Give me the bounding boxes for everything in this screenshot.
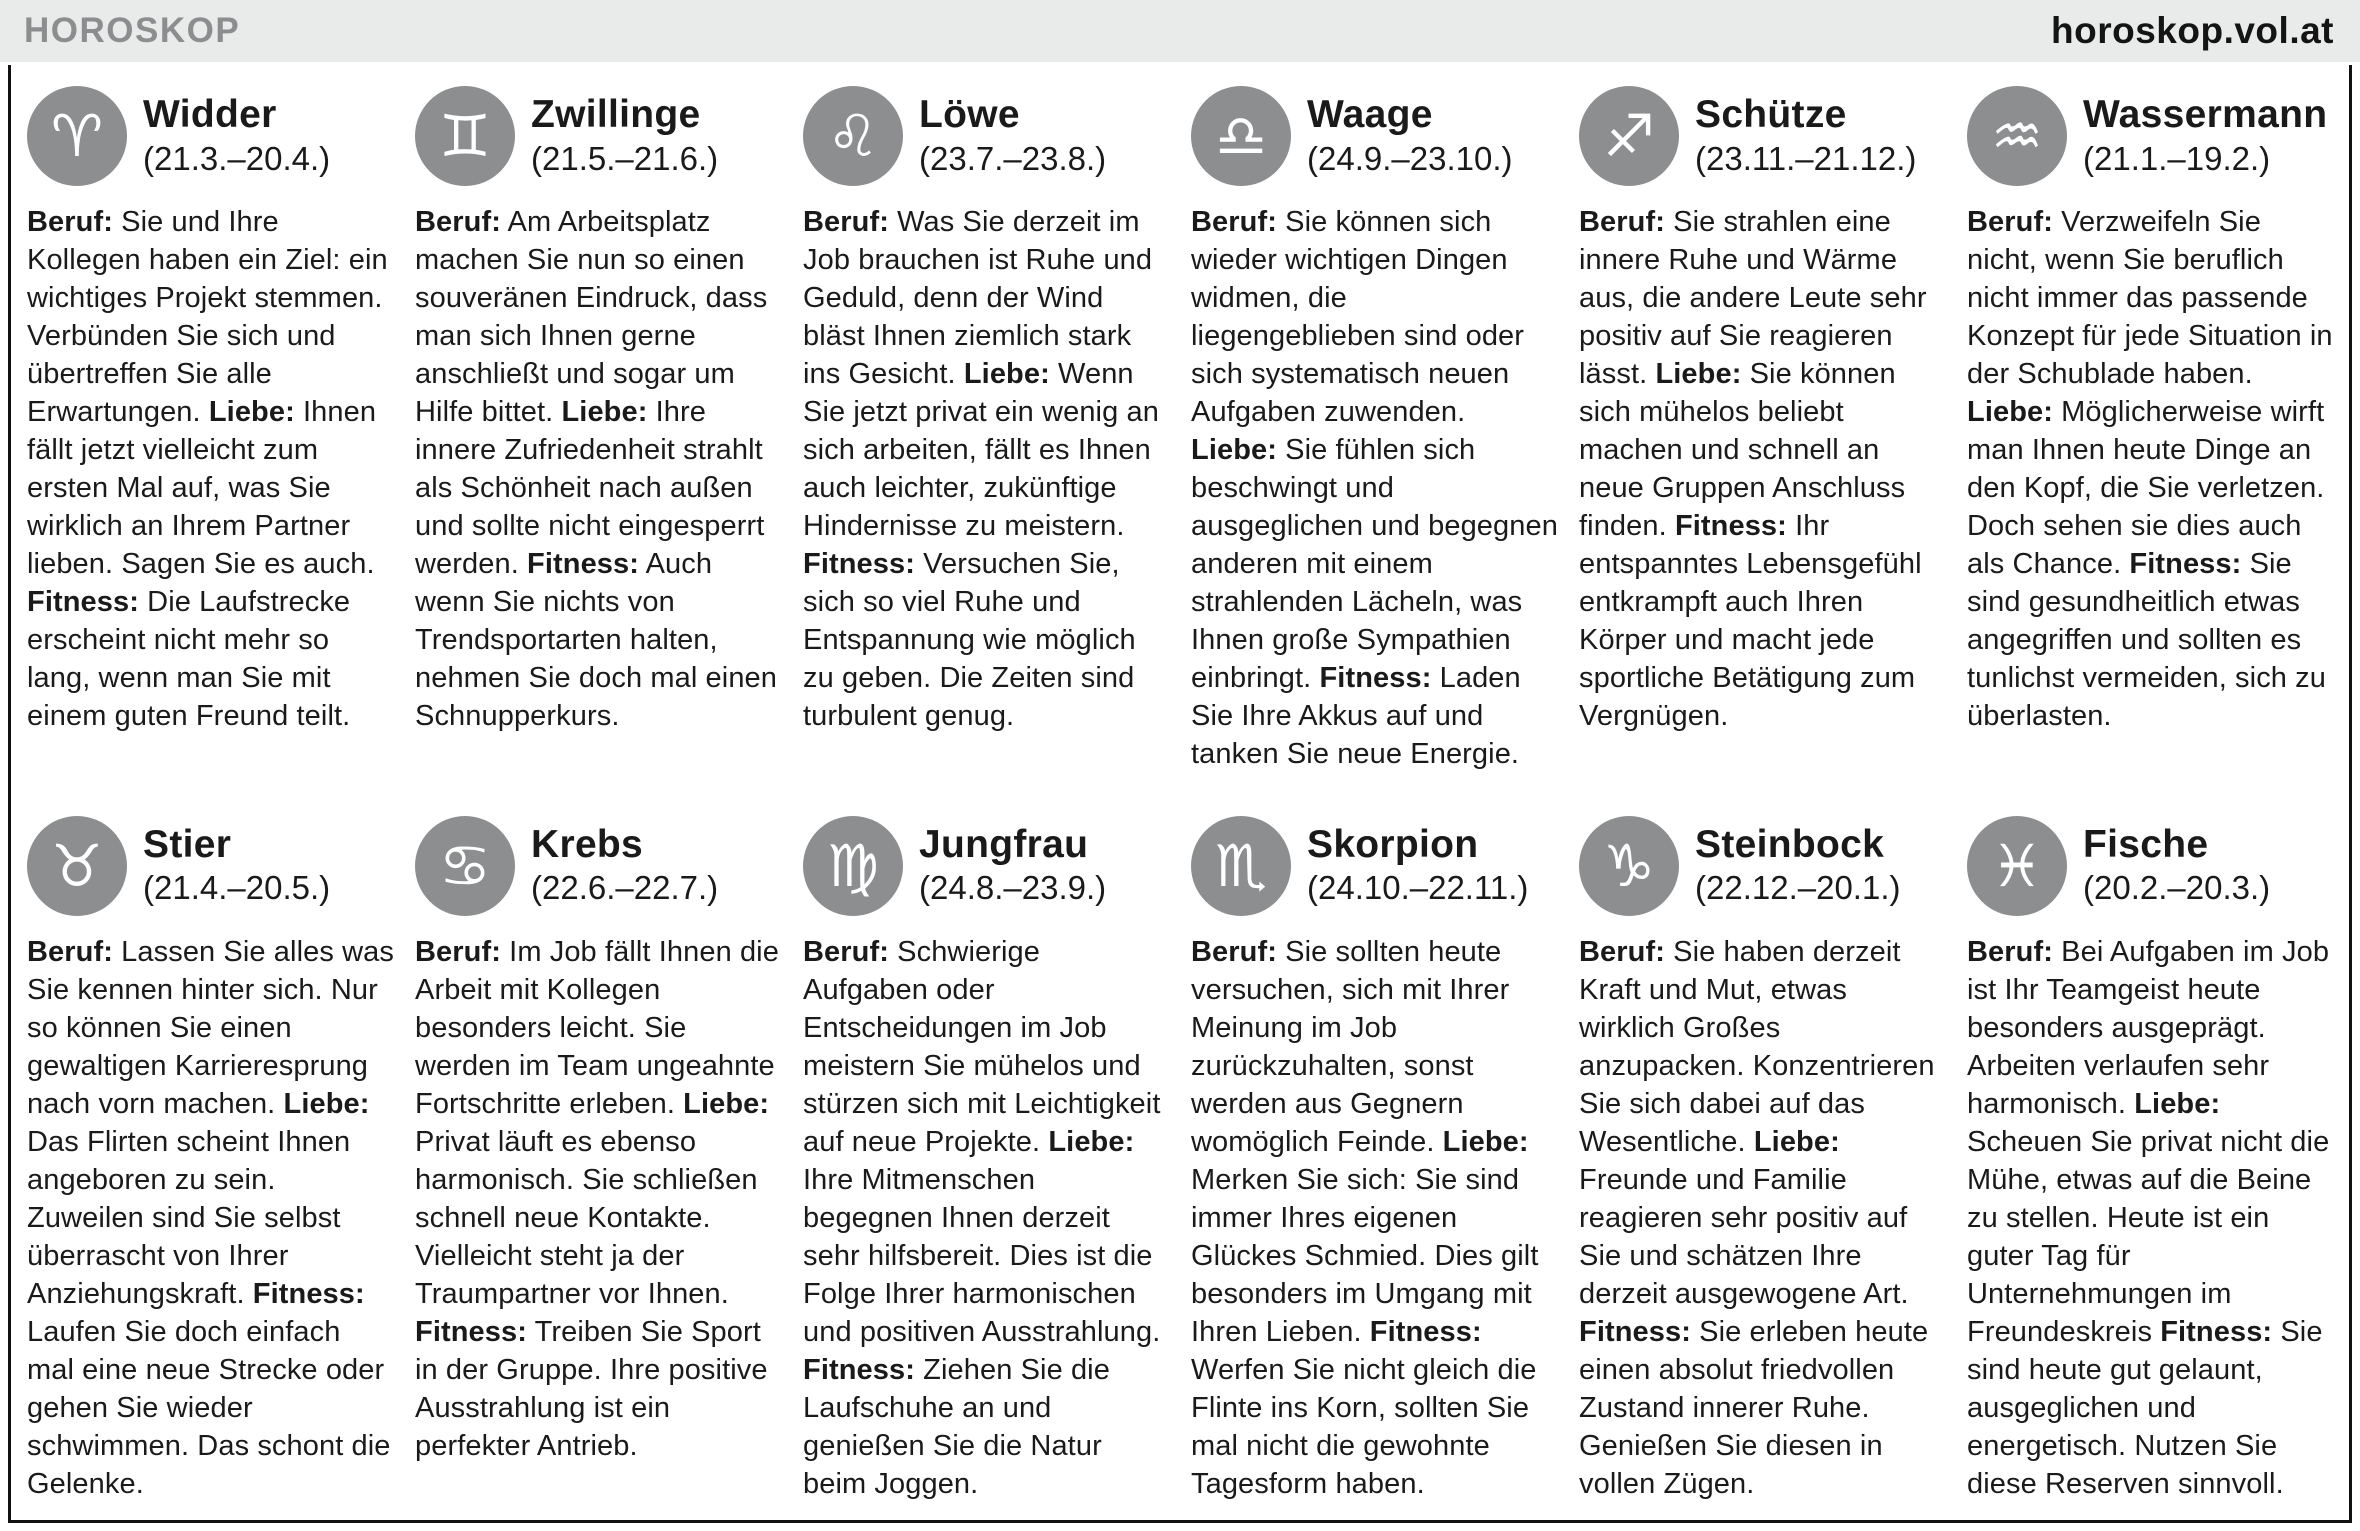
cancer-crab-icon: ♋ xyxy=(415,816,515,916)
sign-text: Beruf: Am Arbeitsplatz machen Sie nun so einen souveränen Eindruck, dass man sich Ihnen gerne anschließt und sogar um Hilfe bittet. Liebe: Ihre innere Zufriedenheit strahlt als Schönheit nach außen und sollte nicht eingesperrt werden. Fitness: Auch wenn Sie nichts von Trendsportarten halten, nehmen Sie doch mal einen Schnupperkurs. xyxy=(415,206,778,732)
sign-date-range: (22.6.–22.7.) xyxy=(531,869,719,907)
section-label: Fitness: xyxy=(803,1353,915,1386)
sign-header xyxy=(1191,85,1559,187)
page-header xyxy=(0,0,2360,62)
section-label: Fitness: xyxy=(415,1315,527,1348)
section-label: Liebe: xyxy=(561,396,648,428)
sign-date-range: (21.3.–20.4.) xyxy=(143,139,331,177)
section-label: Fitness: xyxy=(803,548,915,580)
sign-header xyxy=(27,815,395,917)
sign-title-block xyxy=(2083,94,2327,178)
section-label: Fitness: xyxy=(1579,1315,1691,1348)
sign-title-block xyxy=(1307,824,1528,908)
section-label: Beruf: xyxy=(415,935,501,968)
section-label: Liebe: xyxy=(2134,1087,2221,1120)
section-label: Fitness: xyxy=(527,548,640,580)
sign-header xyxy=(1579,815,1947,917)
sign-card xyxy=(27,815,395,1511)
sign-card xyxy=(803,815,1171,1511)
sign-text: Beruf: Bei Aufgaben im Job ist Ihr Teamgeist heute besonders ausgeprägt. Arbeiten verlaufen sehr harmonisch. Liebe: Scheuen Sie privat nicht die Mühe, etwas auf die Beine zu stellen. Heute ist ein guter Tag für Unternehmungen im Freundeskreis Fitness: Sie sind heute gut gelaunt, ausgeglichen und energetisch. Nutzen Sie diese Reserven sinnvoll. xyxy=(1967,935,2330,1500)
section-label: Fitness: xyxy=(2129,548,2242,580)
leo-lion-icon: ♌ xyxy=(803,86,903,186)
section-label: Beruf: xyxy=(27,206,113,238)
sign-name: Fische xyxy=(2083,822,2209,866)
sign-card xyxy=(415,815,783,1511)
sagittarius-archer-icon: ♐ xyxy=(1579,86,1679,186)
sign-name: Jungfrau xyxy=(919,822,1089,866)
sign-text: Beruf: Schwierige Aufgaben oder Entscheidungen im Job meistern Sie mühelos und stürzen sich mit Leichtigkeit auf neue Projekte. Liebe: Ihre Mitmenschen begegnen Ihnen derzeit sehr hilfsbereit. Dies ist die Folge Ihrer harmonischen und positiven Ausstrahlung. Fitness: Ziehen Sie die Laufschuhe an und genießen Sie die Natur beim Joggen. xyxy=(803,935,1161,1500)
sign-name: Skorpion xyxy=(1307,822,1479,866)
sign-title-block xyxy=(143,94,330,178)
sign-date-range: (22.12.–20.1.) xyxy=(1695,869,1901,907)
sign-name: Löwe xyxy=(919,93,1020,137)
section-label: Liebe: xyxy=(1191,434,1277,466)
sign-card xyxy=(1579,815,1947,1511)
sign-name: Stier xyxy=(143,822,232,866)
sign-title-block xyxy=(919,94,1106,178)
horoscope-grid xyxy=(27,85,2335,1510)
sign-header xyxy=(415,815,783,917)
sign-name: Waage xyxy=(1307,93,1433,137)
sign-card xyxy=(1967,85,2335,781)
sign-text: Beruf: Was Sie derzeit im Job brauchen ist Ruhe und Geduld, denn der Wind bläst Ihnen ziemlich stark ins Gesicht. Liebe: Wenn Sie jetzt privat ein wenig an sich arbeiten, fällt es Ihnen auch leichter, zukünftige Hindernisse zu meistern. Fitness: Versuchen Sie, sich so viel Ruhe und Entspannung wie möglich zu geben. Die Zeiten sind turbulent genug. xyxy=(803,206,1159,732)
section-label: Liebe: xyxy=(683,1087,770,1120)
aries-ram-icon: ♈ xyxy=(27,86,127,186)
section-label: Fitness: xyxy=(1369,1315,1482,1348)
sign-header xyxy=(1191,815,1559,917)
sign-date-range: (24.9.–23.10.) xyxy=(1307,139,1513,177)
section-label: Beruf: xyxy=(1579,206,1665,238)
section-label: Beruf: xyxy=(803,935,889,968)
aquarius-waterbearer-icon: ♒ xyxy=(1967,86,2067,186)
sign-text: Beruf: Sie haben derzeit Kraft und Mut, etwas wirklich Großes anzupacken. Konzentrieren Sie sich dabei auf das Wesentliche. Liebe: Freunde und Familie reagieren sehr positiv auf Sie und schätzen Ihre derzeit ausgewogene Art. Fitness: Sie erleben heute einen absolut friedvollen Zustand innerer Ruhe. Genießen Sie diesen in vollen Zügen. xyxy=(1579,935,1935,1500)
section-label: Liebe: xyxy=(1442,1125,1529,1158)
sign-name: Steinbock xyxy=(1695,822,1885,866)
section-label: Liebe: xyxy=(1753,1125,1840,1158)
horoscope-content-box xyxy=(8,65,2352,1523)
sign-text: Beruf: Sie können sich wieder wichtigen Dingen widmen, die liegengeblieben sind oder sich systematisch neuen Aufgaben zuwenden. Liebe: Sie fühlen sich beschwingt und ausgeglichen und begegnen anderen mit einem strahlenden Lächeln, was Ihnen große Sympathien einbringt. Fitness: Laden Sie Ihre Akkus auf und tanken Sie neue Energie. xyxy=(1191,206,1558,770)
sign-title-block xyxy=(919,824,1106,908)
pisces-fishes-icon: ♓ xyxy=(1967,816,2067,916)
sign-date-range: (21.4.–20.5.) xyxy=(143,869,331,907)
section-label: Beruf: xyxy=(1967,935,2053,968)
section-label: Beruf: xyxy=(803,206,889,238)
sign-date-range: (21.1.–19.2.) xyxy=(2083,139,2271,177)
sign-date-range: (23.11.–21.12.) xyxy=(1695,139,1917,177)
sign-card xyxy=(1191,85,1559,781)
section-label: Beruf: xyxy=(1191,206,1277,238)
sign-name: Schütze xyxy=(1695,93,1847,137)
section-label: Liebe: xyxy=(1967,396,2053,428)
sign-date-range: (20.2.–20.3.) xyxy=(2083,869,2271,907)
sign-title-block xyxy=(531,94,718,178)
sign-text: Beruf: Im Job fällt Ihnen die Arbeit mit Kollegen besonders leicht. Sie werden im Team ungeahnte Fortschritte erleben. Liebe: Privat läuft es ebenso harmonisch. Sie schließen schnell neue Kontakte. Vielleicht steht ja der Traumpartner vor Ihnen. Fitness: Treiben Sie Sport in der Gruppe. Ihre positive Ausstrahlung ist ein perfekter Antrieb. xyxy=(415,935,779,1462)
section-label: Beruf: xyxy=(415,206,501,238)
virgo-maiden-icon: ♍ xyxy=(803,816,903,916)
section-label: Beruf: xyxy=(1191,935,1277,968)
libra-scales-icon: ♎ xyxy=(1191,86,1291,186)
taurus-bull-icon: ♉ xyxy=(27,816,127,916)
capricorn-goat-icon: ♑ xyxy=(1579,816,1679,916)
sign-header xyxy=(803,815,1171,917)
sign-date-range: (24.8.–23.9.) xyxy=(919,869,1107,907)
sign-name: Zwillinge xyxy=(531,93,701,137)
sign-header xyxy=(1967,85,2335,187)
section-label: Fitness: xyxy=(252,1277,365,1310)
sign-name: Widder xyxy=(143,93,277,137)
section-label: Fitness: xyxy=(27,586,139,618)
sign-text: Beruf: Sie und Ihre Kollegen haben ein Ziel: ein wichtiges Projekt stemmen. Verbünden Sie sich und übertreffen Sie alle Erwartungen. Liebe: Ihnen fällt jetzt vielleicht zum ersten Mal auf, was Sie wirklich an Ihrem Partner lieben. Sagen Sie es auch. Fitness: Die Laufstrecke erscheint nicht mehr so lang, wenn man Sie mit einem guten Freund teilt. xyxy=(27,206,388,732)
site-url: horoskop.vol.at xyxy=(2051,10,2334,51)
section-label: Liebe: xyxy=(963,358,1050,390)
section-label: Fitness: xyxy=(1319,662,1432,694)
sign-card xyxy=(1579,85,1947,781)
sign-header xyxy=(1579,85,1947,187)
scorpio-scorpion-icon: ♏ xyxy=(1191,816,1291,916)
sign-title-block xyxy=(531,824,718,908)
sign-date-range: (23.7.–23.8.) xyxy=(919,139,1107,177)
sign-title-block xyxy=(1695,824,1900,908)
gemini-twins-icon: ♊ xyxy=(415,86,515,186)
sign-header xyxy=(27,85,395,187)
sign-card xyxy=(27,85,395,781)
section-label: Beruf: xyxy=(1967,206,2053,238)
sign-name: Wassermann xyxy=(2083,93,2328,137)
section-label: Liebe: xyxy=(1048,1125,1135,1158)
sign-header xyxy=(415,85,783,187)
sign-header xyxy=(803,85,1171,187)
sign-text: Beruf: Sie sollten heute versuchen, sich mit Ihrer Meinung im Job zurückzuhalten, sonst werden aus Gegnern womöglich Feinde. Liebe: Merken Sie sich: Sie sind immer Ihres eigenen Glückes Schmied. Dies gilt besonders im Umgang mit Ihren Lieben. Fitness: Werfen Sie nicht gleich die Flinte ins Korn, sollten Sie mal nicht die gewohnte Tagesform haben. xyxy=(1191,935,1539,1500)
sign-date-range: (21.5.–21.6.) xyxy=(531,139,719,177)
sign-text: Beruf: Verzweifeln Sie nicht, wenn Sie beruflich nicht immer das passende Konzept für jede Situation in der Schublade haben. Liebe: Möglicherweise wirft man Ihnen heute Dinge an den Kopf, die Sie verletzen. Doch sehen sie dies auch als Chance. Fitness: Sie sind gesundheitlich etwas angegriffen und sollten es tunlichst vermeiden, sich zu überlasten. xyxy=(1967,206,2333,732)
section-label: Liebe: xyxy=(283,1087,370,1120)
sign-card xyxy=(803,85,1171,781)
section-label: Fitness: xyxy=(1674,510,1787,542)
sign-name: Krebs xyxy=(531,822,644,866)
section-label: Liebe: xyxy=(208,396,295,428)
sign-header xyxy=(1967,815,2335,917)
sign-card xyxy=(415,85,783,781)
section-label: Liebe: xyxy=(1655,358,1742,390)
sign-date-range: (24.10.–22.11.) xyxy=(1307,869,1529,907)
sign-title-block xyxy=(1307,94,1512,178)
sign-title-block xyxy=(1695,94,1916,178)
section-label: Beruf: xyxy=(27,935,113,968)
section-label: Beruf: xyxy=(1579,935,1665,968)
sign-text: Beruf: Sie strahlen eine innere Ruhe und Wärme aus, die andere Leute sehr positiv auf Sie reagieren lässt. Liebe: Sie können sich mühelos beliebt machen und schnell an neue Gruppen Anschluss finden. Fitness: Ihr entspanntes Lebensgefühl entkrampft auch Ihren Körper und macht jede sportliche Betätigung zum Vergnügen. xyxy=(1579,206,1927,732)
sign-title-block xyxy=(143,824,330,908)
sign-text: Beruf: Lassen Sie alles was Sie kennen hinter sich. Nur so können Sie einen gewaltigen Karrieresprung nach vorn machen. Liebe: Das Flirten scheint Ihnen angeboren zu sein. Zuweilen sind Sie selbst überrascht von Ihrer Anziehungskraft. Fitness: Laufen Sie doch einfach mal eine neue Strecke oder gehen Sie wieder schwimmen. Das schont die Gelenke. xyxy=(27,935,394,1500)
page-title: HOROSKOP xyxy=(24,11,241,50)
sign-title-block xyxy=(2083,824,2270,908)
sign-card xyxy=(1967,815,2335,1511)
sign-card xyxy=(1191,815,1559,1511)
section-label: Fitness: xyxy=(2160,1315,2273,1348)
